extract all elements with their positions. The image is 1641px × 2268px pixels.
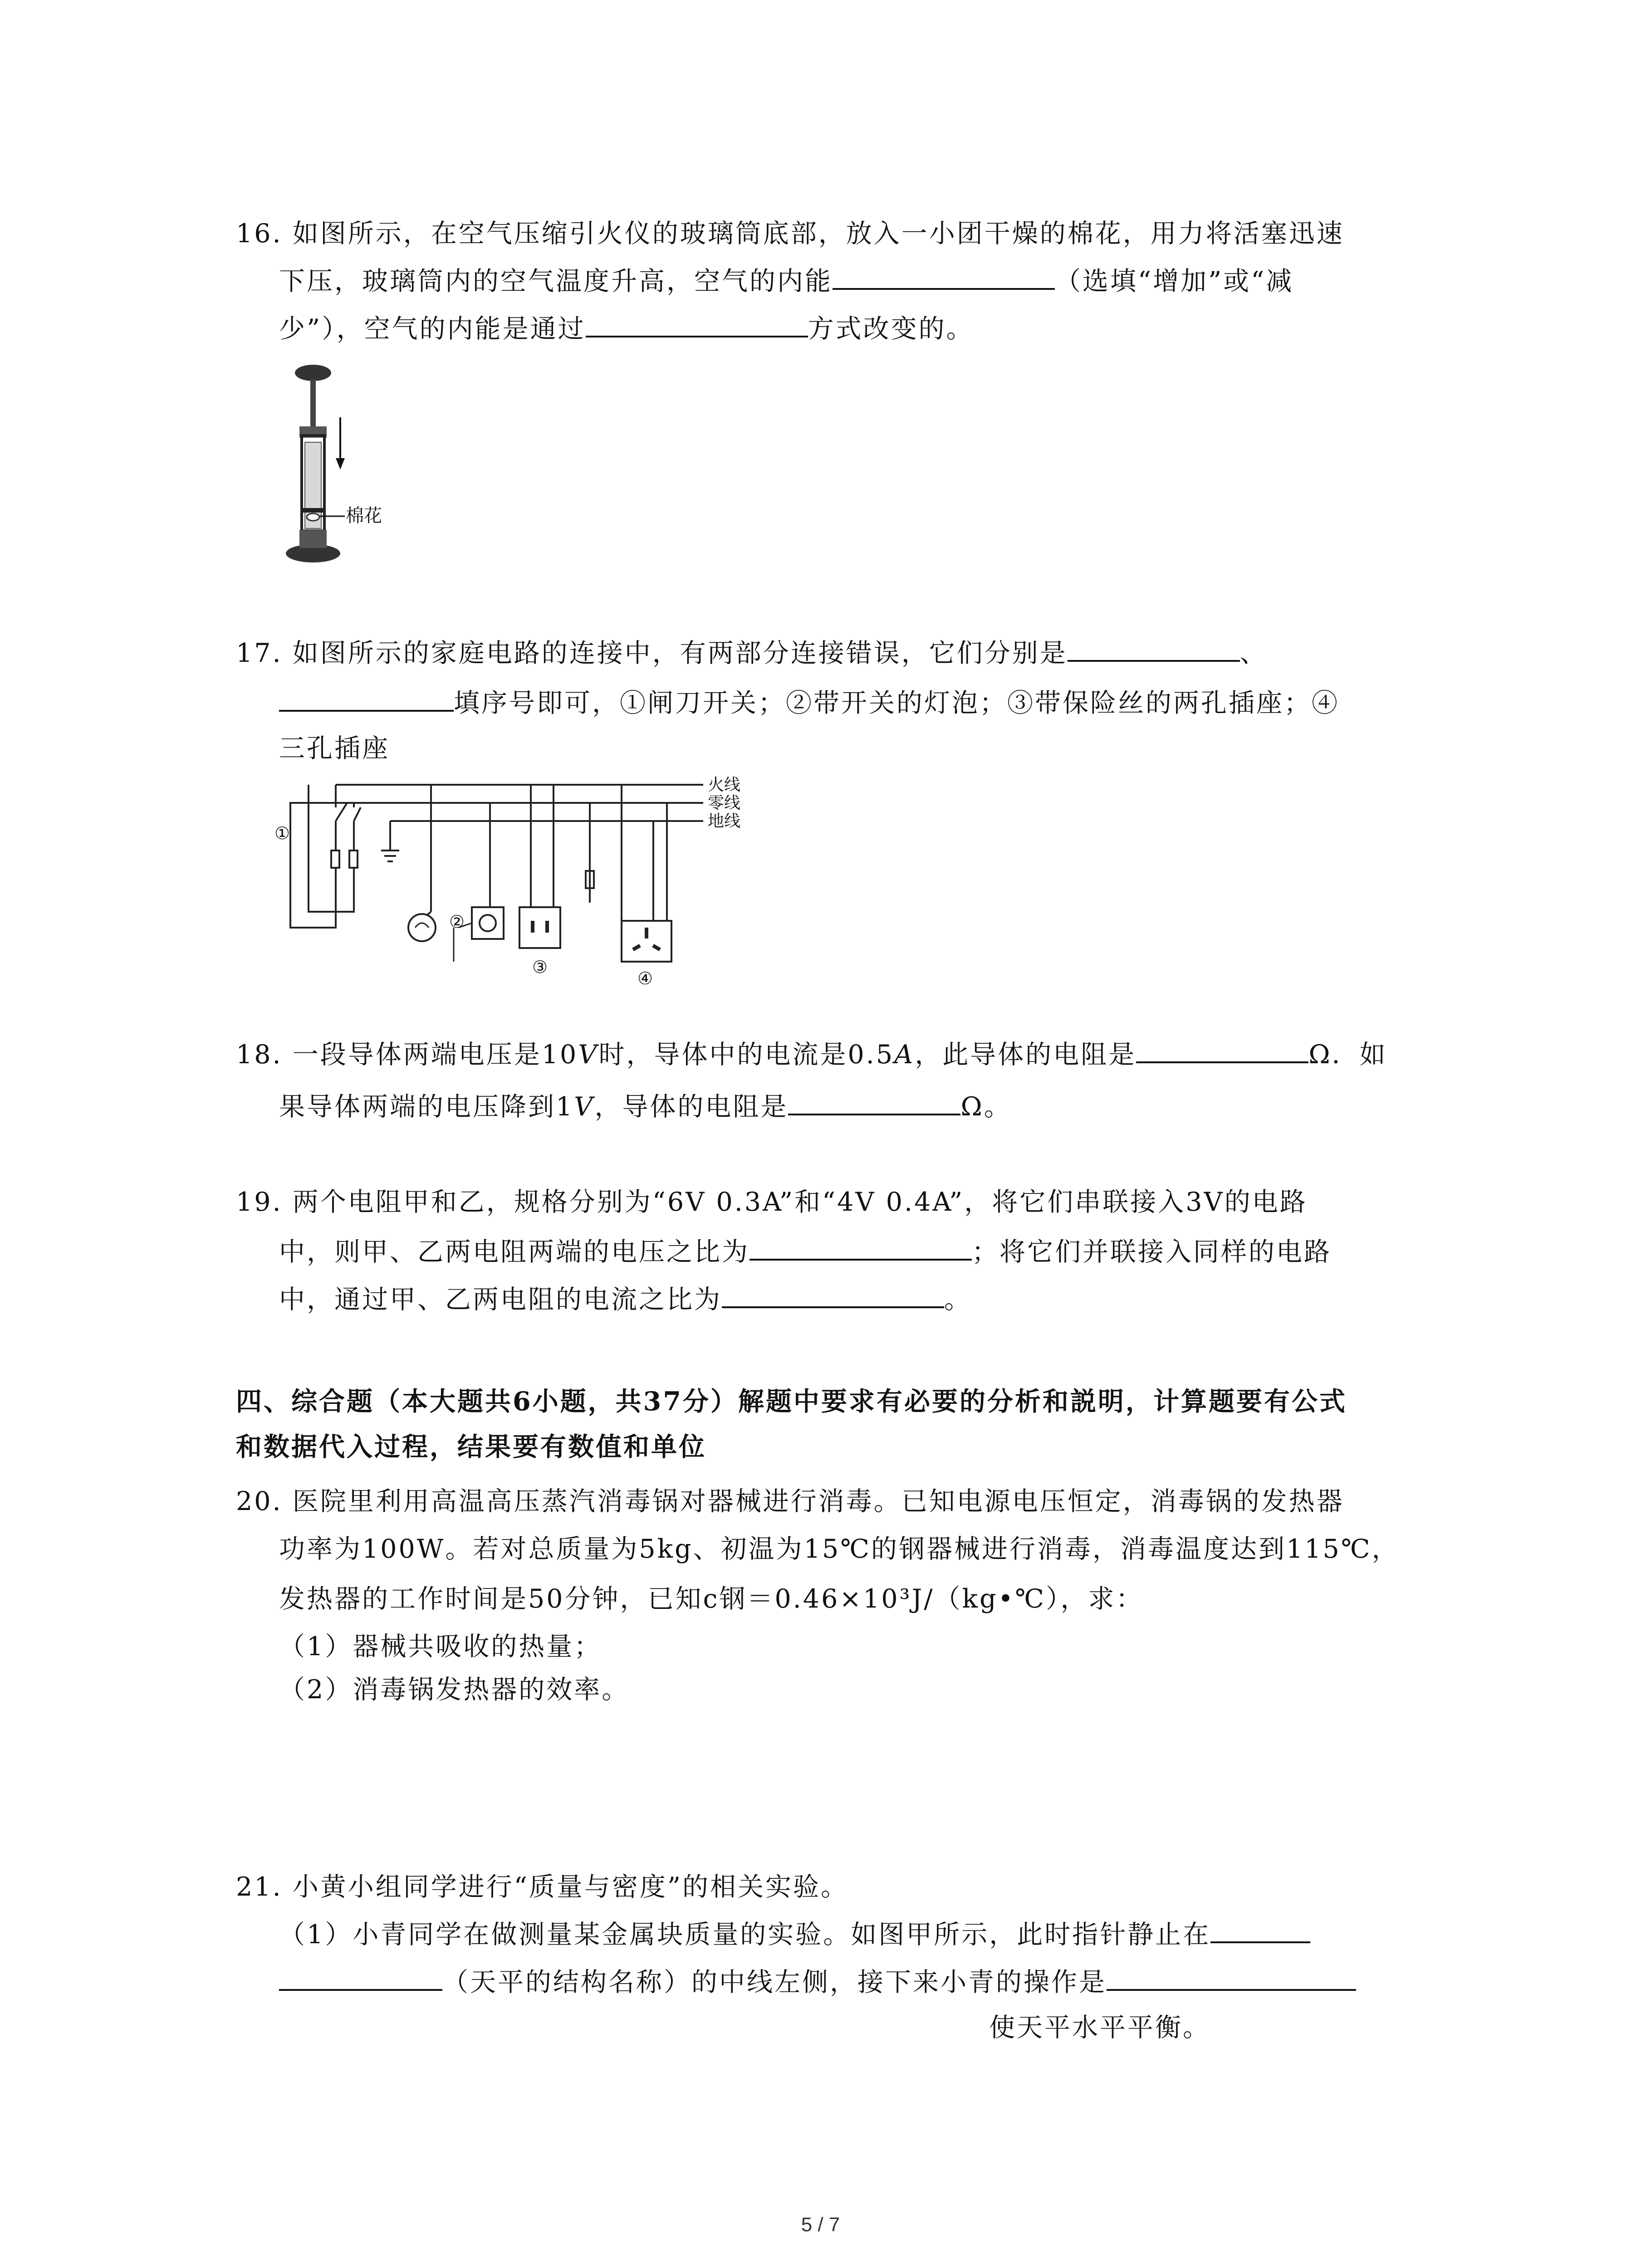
q20-line3: 发热器的工作时间是50分钟，已知c钢＝0.46×10³J/（kg•℃），求： — [279, 1584, 1144, 1614]
q18-blank-2[interactable] — [788, 1086, 960, 1115]
q17-line1 — [236, 633, 1268, 671]
q17-blank-2[interactable] — [279, 683, 454, 712]
three-hole-socket-icon — [622, 921, 671, 962]
q21-sub1-line2 — [279, 1962, 1356, 2000]
q17-line2-text: 填序号即可，①闸刀开关；②带开关的灯泡；③带保险丝的两孔插座；④ — [454, 688, 1339, 718]
q19-line3-text-b: 。 — [944, 1285, 972, 1315]
two-hole-socket-icon — [519, 907, 560, 948]
q18-line1-text-c: ，此导体的电阻是 — [915, 1040, 1136, 1070]
q16-line2-text-b: （选填“增加”或“减 — [1055, 266, 1294, 296]
q19-line2-text-a: 中，则甲、乙两电阻两端的电压之比为 — [279, 1237, 749, 1267]
neutral-wire-label: 零线 — [708, 794, 741, 812]
q16-line1: 16. 如图所示，在空气压缩引火仪的玻璃筒底部，放入一小团干燥的棉花，用力将活塞迅速 — [236, 219, 1344, 249]
q20-line1: 20. 医院里利用高温高压蒸汽消毒锅对器械进行消毒。已知电源电压恒定，消毒锅的发热器 — [236, 1486, 1344, 1516]
q16-line2 — [279, 261, 1293, 299]
q16-line3-text-b: 方式改变的。 — [808, 314, 974, 344]
q18-line2-unit-v: V — [574, 1092, 595, 1122]
q21-blank-2[interactable] — [1107, 1962, 1356, 1991]
ground-wire-label: 地线 — [708, 812, 741, 831]
q16-blank-1[interactable] — [833, 261, 1055, 290]
q18-line2 — [279, 1086, 1012, 1125]
q21-sub1-text-a: （1）小青同学在做测量某金属块质量的实验。如图甲所示，此时指针静止在 — [279, 1920, 1211, 1950]
q21-blank-1b[interactable] — [279, 1962, 442, 1991]
q20-line2: 功率为100W。若对总质量为5kg、初温为15℃的钢器械进行消毒，消毒温度达到115℃， — [279, 1534, 1400, 1564]
q18-blank-1[interactable] — [1136, 1034, 1308, 1063]
q19-blank-2[interactable] — [722, 1279, 944, 1308]
q17-line3: 三孔插座 — [279, 733, 390, 763]
fire-piston-figure — [272, 363, 417, 572]
q18-line1-text-d: Ω．如 — [1308, 1040, 1387, 1070]
light-bulb-icon — [408, 912, 436, 941]
piston-knob — [295, 365, 331, 381]
live-wire-label: 火线 — [708, 776, 741, 794]
q19-line2-text-b: ；将它们并联接入同样的电路 — [972, 1237, 1332, 1267]
q17-line1-text-a: 17. 如图所示的家庭电路的连接中，有两部分连接错误，它们分别是 — [236, 638, 1068, 668]
mark-3: ③ — [532, 957, 548, 977]
mark-2: ② — [449, 912, 465, 932]
section4-heading-line1: 四、综合题（本大题共6小题，共37分）解题中要求有必要的分析和説明，计算题要有公式 — [236, 1386, 1347, 1417]
q19-line2 — [279, 1232, 1332, 1270]
q21-sub1-line1 — [279, 1914, 1310, 1953]
q16-line2-text-a: 下压，玻璃筒内的空气温度升高，空气的内能 — [279, 266, 833, 296]
cotton — [307, 513, 319, 521]
q17-line1-text-b: 、 — [1239, 638, 1268, 668]
q17-blank-1[interactable] — [1068, 633, 1240, 662]
mark-4: ④ — [637, 968, 653, 984]
q16-line3 — [279, 308, 974, 347]
q17-line2 — [279, 683, 1339, 721]
q20-sub2: （2）消毒锅发热器的效率。 — [279, 1675, 630, 1705]
q21-sub1-text-b: （天平的结构名称）的中线左侧，接下来小青的操作是 — [442, 1967, 1107, 1997]
q18-line1-unit-a: A — [894, 1040, 915, 1070]
q21-blank-1a[interactable] — [1210, 1914, 1310, 1943]
section4-heading-line2: 和数据代入过程，结果要有数值和单位 — [236, 1432, 706, 1462]
q18-line2-text-a: 果导体两端的电压降到1 — [279, 1092, 574, 1122]
household-circuit-figure — [268, 771, 776, 984]
q19-line1: 19. 两个电阻甲和乙，规格分别为“6V 0.3A”和“4V 0.4A”，将它们串联接入3V的电路 — [236, 1187, 1308, 1217]
q18-line1-text-b: 时，导体中的电流是0.5 — [598, 1040, 895, 1070]
q18-line2-text-c: Ω。 — [960, 1092, 1012, 1122]
q19-blank-1[interactable] — [749, 1232, 972, 1261]
q18-line1 — [236, 1034, 1387, 1073]
cotton-label: 棉花 — [346, 505, 382, 526]
q18-line1-text-a: 18. 一段导体两端电压是10 — [236, 1040, 578, 1070]
q19-line3-text-a: 中，通过甲、乙两电阻的电流之比为 — [279, 1285, 722, 1315]
q18-line1-unit-v: V — [578, 1040, 599, 1070]
q20-sub1: （1）器械共吸收的热量； — [279, 1632, 602, 1662]
q21-sub1-line3: 使天平水平平衡。 — [989, 2013, 1210, 2043]
page-number: 5 / 7 — [801, 2214, 840, 2236]
q19-line3 — [279, 1279, 972, 1318]
q21-line1: 21. 小黄小组同学进行“质量与密度”的相关实验。 — [236, 1872, 849, 1902]
q16-line3-text-a: 少”），空气的内能是通过 — [279, 314, 586, 344]
q16-blank-2[interactable] — [586, 308, 808, 337]
mark-1: ① — [274, 823, 290, 843]
q18-line2-text-b: ，导体的电阻是 — [594, 1092, 789, 1122]
